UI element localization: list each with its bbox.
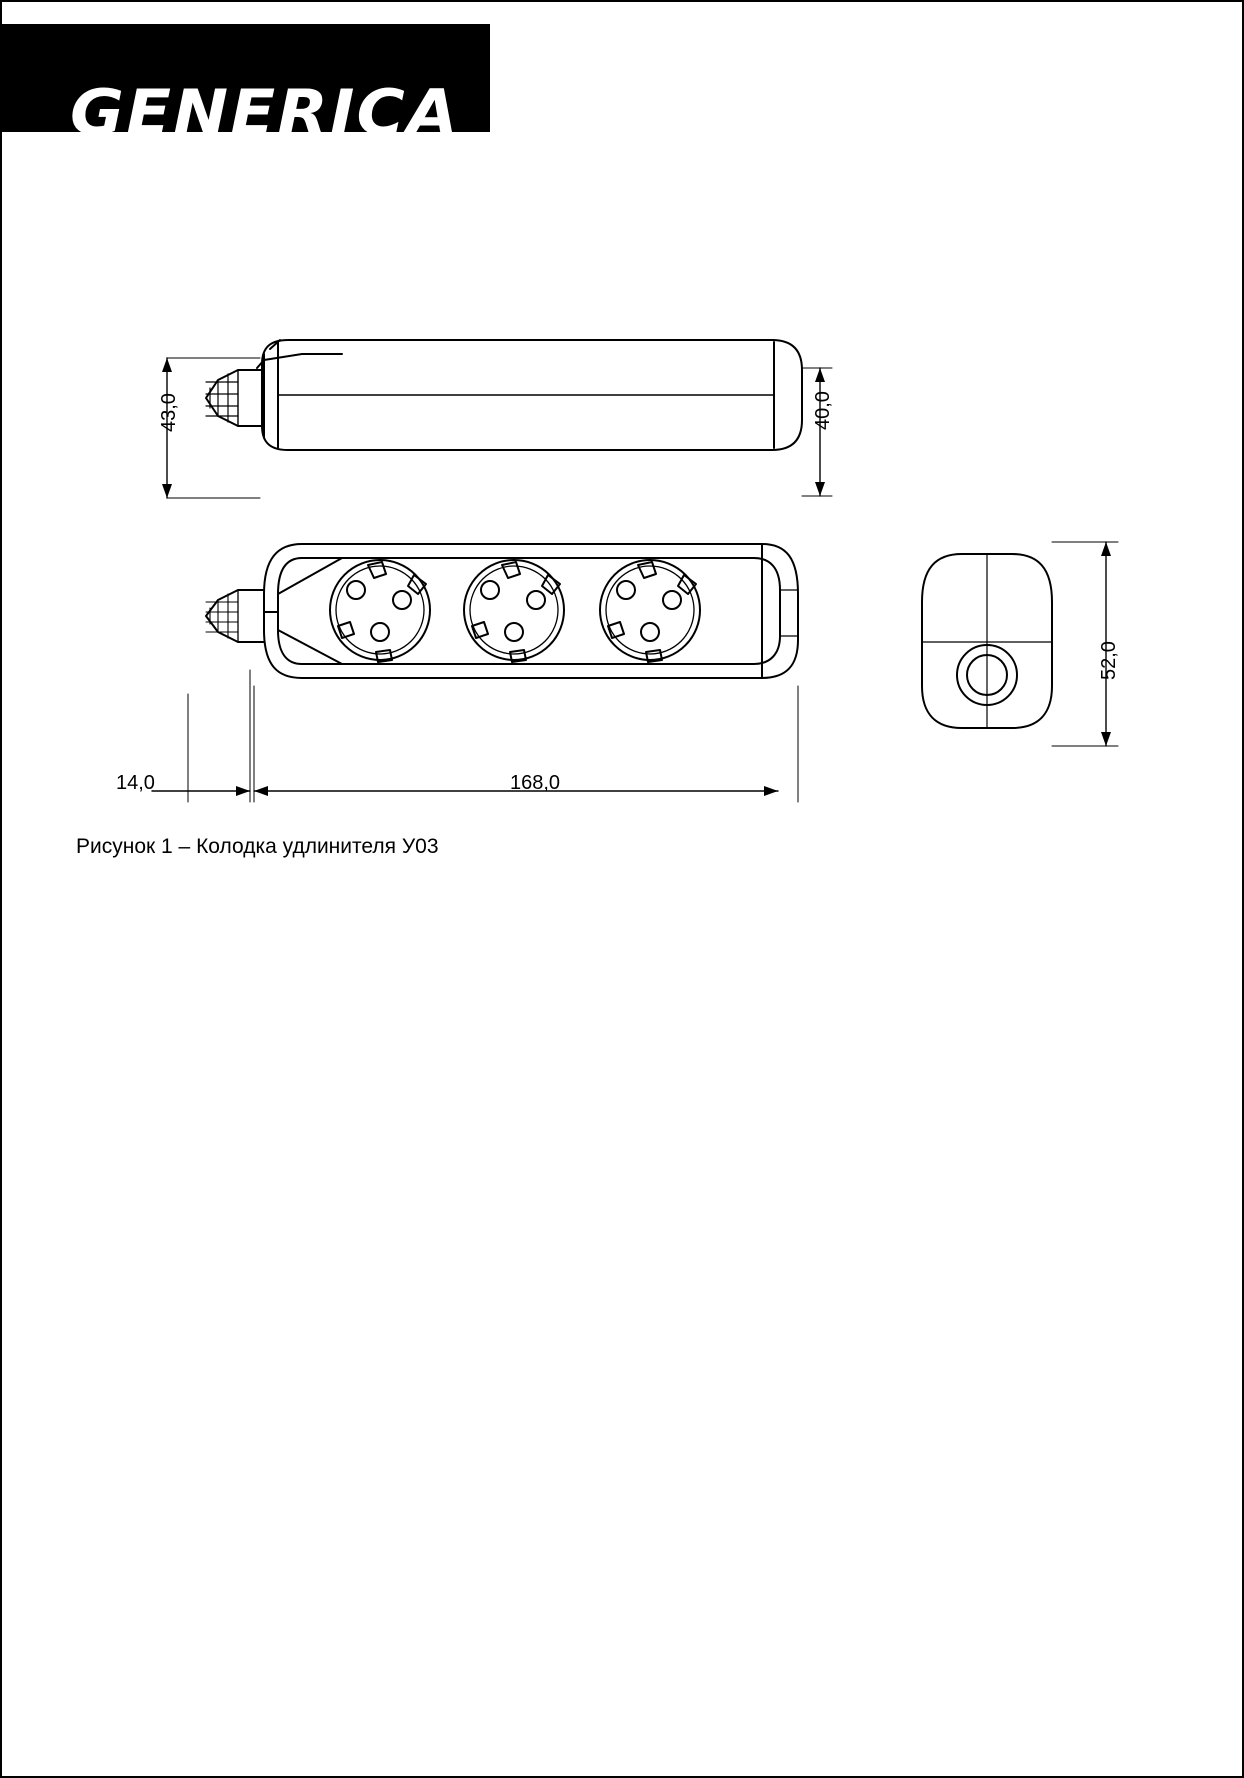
socket-2: [464, 560, 564, 662]
side-view: [206, 340, 802, 450]
socket-1: [330, 560, 430, 662]
dimension-label-43: 43,0: [158, 393, 180, 432]
socket-3: [600, 560, 700, 662]
dimension-label-14: 14,0: [116, 772, 155, 794]
brand-wordmark: GENERICA: [70, 76, 460, 149]
technical-drawing: [2, 2, 1244, 1778]
dimension-label-168: 168,0: [510, 772, 561, 794]
dimension-40: [802, 368, 832, 496]
dimension-14: [152, 670, 250, 802]
dimension-label-40: 40,0: [812, 391, 834, 430]
end-view: [920, 554, 1052, 728]
top-view: [206, 544, 798, 678]
dimension-label-52: 52,0: [1098, 641, 1120, 680]
figure-caption: Рисунок 1 – Колодка удлинителя У03: [76, 835, 439, 858]
